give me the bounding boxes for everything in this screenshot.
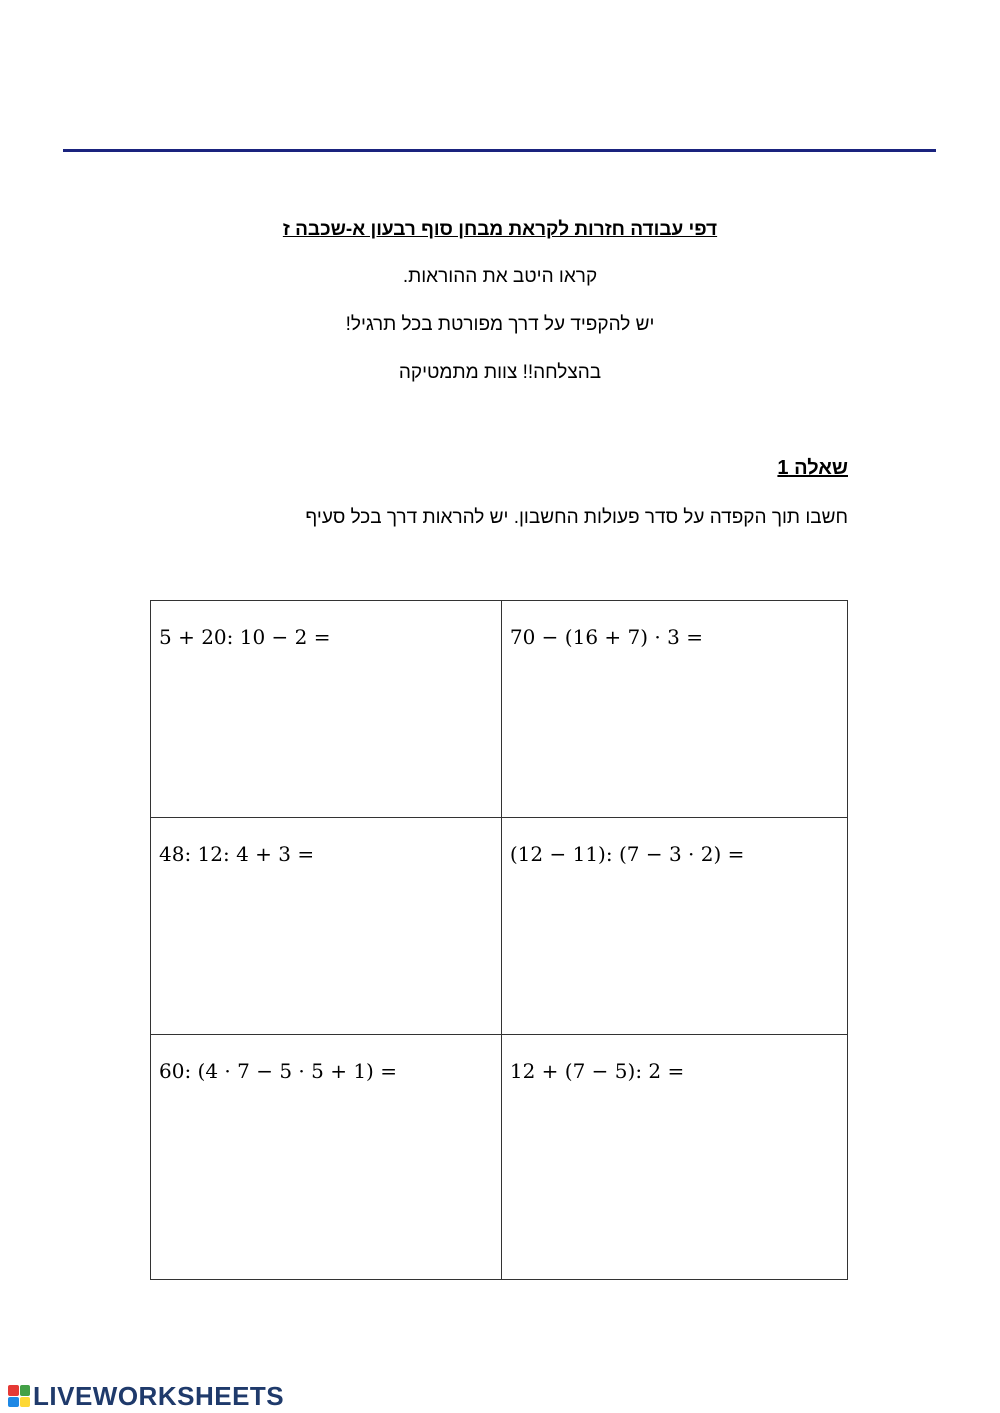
exercise-cell[interactable]: (12 − 11): (7 − 3 · 2) = xyxy=(501,818,847,1035)
exercise-cell[interactable]: 12 + (7 − 5): 2 = xyxy=(501,1035,847,1280)
exercise-cell[interactable]: 70 − (16 + 7) · 3 = xyxy=(501,601,847,818)
table-row xyxy=(151,601,848,818)
question-instruction: חשבו תוך הקפדה על סדר פעולות החשבון. יש להראות דרך בכל סעיף xyxy=(305,507,848,528)
exercise-cell[interactable]: 48: 12: 4 + 3 = xyxy=(151,818,502,1035)
instruction-line-3: בהצלחה!! צוות מתמטיקה xyxy=(398,362,602,383)
logo-square xyxy=(20,1397,31,1408)
exercise-table xyxy=(150,600,848,1280)
exercise-cell[interactable]: 60: (4 · 7 − 5 · 5 + 1) = xyxy=(151,1035,502,1280)
page-title: דפי עבודה חזרות לקראת מבחן סוף רבעון א-שכבה ז xyxy=(282,219,718,240)
logo-square xyxy=(20,1385,31,1396)
question-heading: שאלה 1 xyxy=(777,457,848,479)
logo-icon xyxy=(8,1385,30,1407)
logo-square xyxy=(8,1397,19,1408)
brand-name: LIVEWORKSHEETS xyxy=(33,1380,285,1411)
logo-square xyxy=(8,1385,19,1396)
instruction-line-1: קראו היטב את ההוראות. xyxy=(402,266,598,287)
liveworksheets-logo xyxy=(8,1380,284,1412)
instruction-line-2: יש להקפיד על דרך מפורטת בכל תרגיל! xyxy=(345,314,655,335)
table-row xyxy=(151,818,848,1035)
exercise-cell[interactable]: 5 + 20: 10 − 2 = xyxy=(151,601,502,818)
table-row xyxy=(151,1035,848,1280)
header-rule xyxy=(63,149,936,152)
